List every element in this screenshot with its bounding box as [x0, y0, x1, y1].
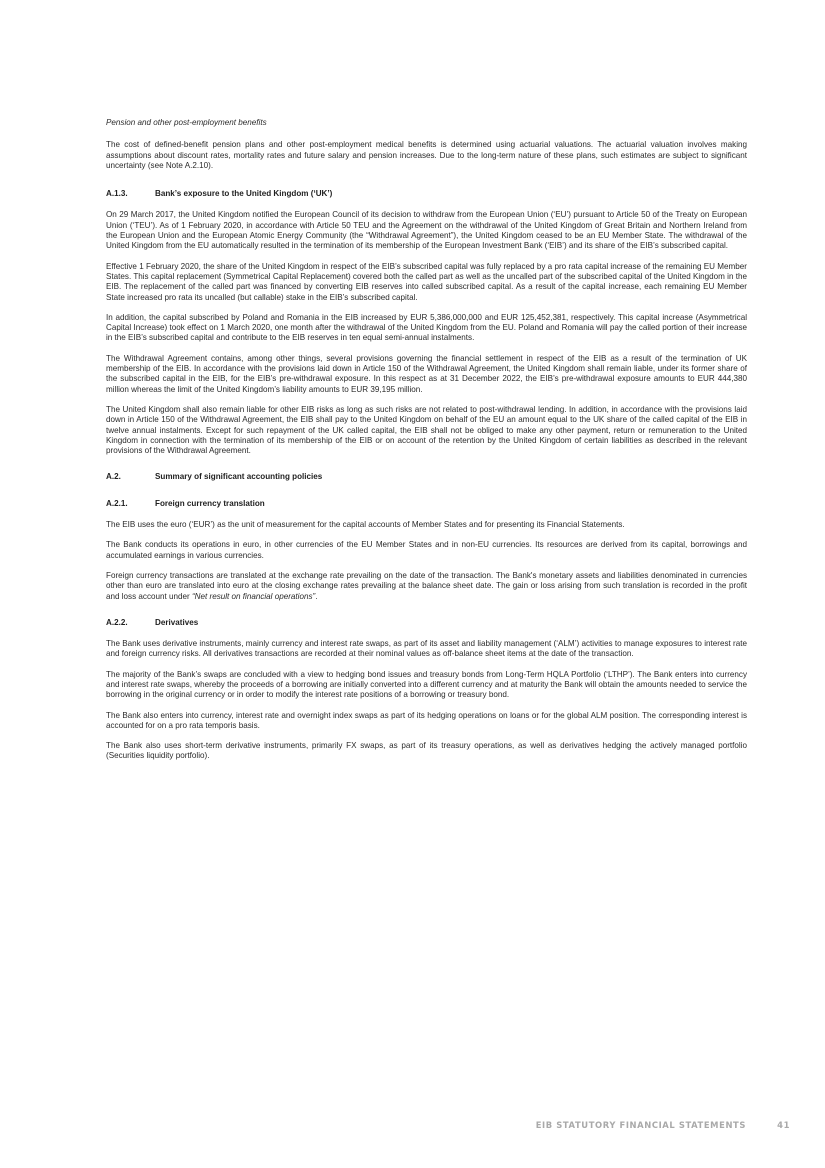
a22-paragraph-4: The Bank also uses short-term derivative instruments, primarily FX swaps, as part of its treasury operations, as well as derivatives hedging the actively managed portfolio (Securities liquidity portfolio). [106, 741, 747, 761]
a21-paragraph-3 [106, 571, 747, 602]
section-title: Bank’s exposure to the United Kingdom (‘UK’) [155, 189, 333, 199]
section-heading-a22 [106, 618, 747, 628]
section-number: A.2. [106, 472, 121, 482]
page-footer [0, 1120, 825, 1132]
a21-p3-italic: “Net result on financial operations” [191, 591, 316, 601]
a22-paragraph-1: The Bank uses derivative instruments, mainly currency and interest rate swaps, as part of its asset and liability management (‘ALM’) activities to manage exposures to interest rate and foreign currency risks. All derivatives transactions are recorded at their nominal values as off-balance sheet items at the date of the transaction. [106, 639, 747, 659]
section-title: Foreign currency translation [155, 498, 265, 508]
a21-p3-text: Foreign currency transactions are translated at the exchange rate prevailing on the date of the transaction. The Bank's monetary assets and liabilities denominated in currencies other than euro are translated into euro at the closing exchange rates prevailing at the balance sheet date. The gain or loss arising from such translation is recorded in the profit and loss account under [106, 570, 747, 601]
a21-p3-end: . [315, 591, 318, 601]
section-number: A.1.3. [106, 189, 128, 199]
a13-paragraph-1: On 29 March 2017, the United Kingdom notified the European Council of its decision to withdraw from the European Union (‘EU’) pursuant to Article 50 of the Treaty on European Union (‘TEU’). As of 1 February 2020, in accordance with Article 50 TEU and the Agreement on the withdrawal of the United Kingdom of Great Britain and Northern Ireland from the European Union and the European Atomic Energy Community (the “Withdrawal Agreement”), the United Kingdom ceased to be an EU Member State. The withdrawal of the United Kingdom from the EU automatically resulted in the termination of its membership of the European Investment Bank (‘EIB’) and its share of the EIB’s subscribed capital. [106, 210, 747, 251]
a21-paragraph-2: The Bank conducts its operations in euro, in other currencies of the EU Member States and in non-EU currencies. Its resources are derived from its capital, borrowings and accumulated earnings in various currencies. [106, 540, 747, 560]
section-heading-a21 [106, 499, 747, 509]
section-title: Summary of significant accounting policies [155, 472, 323, 482]
a21-paragraph-1: The EIB uses the euro (‘EUR’) as the unit of measurement for the capital accounts of Member States and for presenting its Financial Statements. [106, 520, 625, 530]
page-number: 41 [777, 1120, 790, 1130]
document-body [106, 118, 747, 772]
footer-title: EIB STATUTORY FINANCIAL STATEMENTS [535, 1120, 746, 1130]
section-heading-a2 [106, 472, 747, 482]
a22-paragraph-3: The Bank also enters into currency, interest rate and overnight index swaps as part of its hedging operations on loans or for the global ALM position. The corresponding interest is accounted for on a pro rata temporis basis. [106, 710, 747, 730]
a13-paragraph-3: In addition, the capital subscribed by Poland and Romania in the EIB increased by EUR 5,386,000,000 and EUR 125,452,381, respectively. This capital increase (Asymmetrical Capital Increase) took effect on 1 March 2020, one month after the withdrawal of the United Kingdom from the EU. Poland and Romania will pay the called portion of their increase in the EIB’s subscribed capital and contribute to the EIB reserves in ten equal semi-annual instalments. [106, 312, 747, 343]
pension-paragraph: The cost of defined-benefit pension plans and other post-employment medical benefits is determined using actuarial valuations. The actuarial valuation involves making assumptions about discount rates, mortality rates and future salary and pension increases. Due to the long-term nature of these plans, such estimates are subject to significant uncertainty (see Note A.2.10). [106, 140, 747, 170]
section-number: A.2.1. [106, 498, 128, 508]
a13-paragraph-5: The United Kingdom shall also remain liable for other EIB risks as long as such risks are not related to post-withdrawal lending. In addition, in accordance with the provisions laid down in Article 150 of the Withdrawal Agreement, the EIB shall pay to the United Kingdom on behalf of the EU an amount equal to the UK share of the called capital of the EIB in twelve annual instalments. Except for such repayment of the UK called capital, the EIB shall not be obliged to make any other payment, return or remuneration to the United Kingdom in connection with the termination of its membership of the EIB or on account of the retention by the United Kingdom of certain liabilities as described in the relevant provisions of the Withdrawal Agreement. [106, 404, 747, 456]
a13-paragraph-4: The Withdrawal Agreement contains, among other things, several provisions governing the financial settlement in respect of the EIB as a result of the termination of UK membership of the EIB. In accordance with the provisions laid down in Article 150 of the Withdrawal Agreement, the United Kingdom shall remain liable, under its former share of the subscribed capital in the EIB, for the EIB’s pre-withdrawal exposure. In this respect as at 31 December 2022, the EIB’s pre-withdrawal exposure amounts to EUR 444,380 million whereas the limit of the United Kingdom’s liability amounts to EUR 39,195 million. [106, 353, 747, 394]
pension-heading: Pension and other post-employment benefits [106, 118, 267, 127]
a22-paragraph-2: The majority of the Bank’s swaps are concluded with a view to hedging bond issues and treasury bonds from Long-Term HQLA Portfolio (‘LTHP’). The Bank enters into currency and interest rate swaps, whereby the proceeds of a borrowing are initially converted into a different currency and at maturity the Bank will obtain the amounts needed to service the borrowing in the original currency or in order to modify the interest rate positions of a borrowing or treasury bond. [106, 669, 747, 700]
section-heading-a13 [106, 189, 747, 199]
section-title: Derivatives [155, 617, 199, 627]
section-number: A.2.2. [106, 617, 128, 627]
a13-paragraph-2: Effective 1 February 2020, the share of the United Kingdom in respect of the EIB’s subscribed capital was fully replaced by a pro rata capital increase of the remaining EU Member States. This capital replacement (Symmetrical Capital Replacement) covered both the called part as well as the uncalled part of the subscribed capital of the United Kingdom in the EIB. The replacement of the called part was financed by converting EIB reserves into called subscribed capital. As a result of the capital increase, each remaining EU Member State increased pro rata its uncalled (but callable) stake in the EIB’s subscribed capital. [106, 261, 747, 302]
